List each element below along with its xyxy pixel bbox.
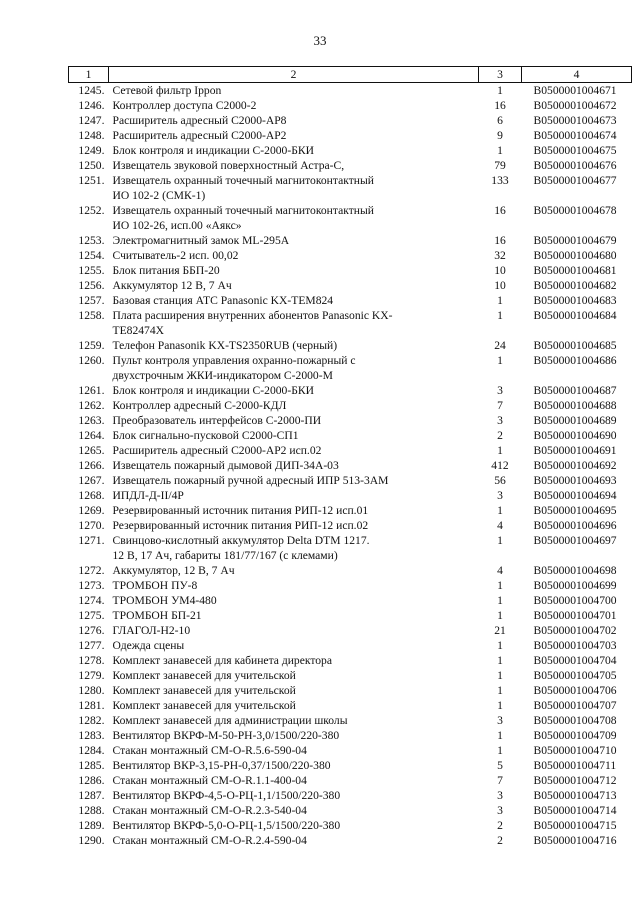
table-row — [69, 728, 632, 743]
inventory-code: В0500001004711 — [533, 759, 617, 772]
table-row — [69, 353, 632, 383]
item-quantity: 4 — [497, 519, 503, 532]
item-quantity: 7 — [497, 399, 503, 412]
item-name-line: Вентилятор ВКРФ-5,0-О-РЦ-1,5/1500/220-380 — [112, 819, 341, 832]
item-quantity: 1 — [497, 594, 503, 607]
table-row — [69, 413, 632, 428]
item-name-line: Комплект занавесей для администрации школы — [112, 714, 348, 727]
item-quantity: 1 — [497, 504, 503, 517]
inventory-code: В0500001004684 — [533, 309, 617, 322]
item-name-line: Стакан монтажный СМ-О-R.5.6-590-04 — [112, 744, 307, 757]
item-quantity: 1 — [497, 699, 503, 712]
item-quantity: 133 — [491, 174, 509, 187]
item-quantity: 1 — [497, 579, 503, 592]
item-name-line: Контроллер адресный С-2000-КДЛ — [112, 399, 287, 412]
inventory-code: В0500001004671 — [533, 84, 617, 97]
item-name-line: Блок питания ББП-20 — [112, 264, 220, 277]
table-row — [69, 98, 632, 113]
table-row — [69, 398, 632, 413]
table-row — [69, 503, 632, 518]
item-quantity: 3 — [497, 804, 503, 817]
row-number: 1274. — [78, 594, 105, 607]
item-name-line: Электромагнитный замок ML-295А — [112, 234, 290, 247]
item-name — [109, 608, 479, 623]
item-name — [109, 413, 479, 428]
inventory-code: В0500001004682 — [533, 279, 617, 292]
item-quantity: 3 — [497, 384, 503, 397]
item-name — [109, 623, 479, 638]
table-row — [69, 623, 632, 638]
column-header-inventory-code: 4 — [522, 67, 632, 83]
item-name-line: Преобразователь интерфейсов С-2000-ПИ — [112, 414, 322, 427]
item-quantity: 1 — [497, 354, 503, 367]
item-name-line: Извещатель пожарный дымовой ДИП-34А-03 — [112, 459, 339, 472]
item-name-line: Извещатель охранный точечный магнитоконтактный — [112, 174, 374, 187]
inventory-code: В0500001004701 — [533, 609, 617, 622]
item-name-line: TE82474X — [112, 324, 165, 337]
item-name — [109, 233, 479, 248]
item-name-line: Аккумулятор, 12 В, 7 Ач — [112, 564, 235, 577]
item-name-line: Пульт контроля управления охранно-пожарный с — [112, 354, 356, 367]
row-number: 1250. — [78, 159, 105, 172]
item-quantity: 79 — [494, 159, 506, 172]
item-name — [109, 173, 479, 203]
item-name-line: ТРОМБОН БП-21 — [112, 609, 202, 622]
item-name — [109, 803, 479, 818]
column-header-quantity: 3 — [479, 67, 522, 83]
item-name — [109, 638, 479, 653]
item-quantity: 1 — [497, 729, 503, 742]
item-name-line: Комплект занавесей для кабинета директора — [112, 654, 333, 667]
row-number: 1277. — [78, 639, 105, 652]
inventory-code: В0500001004692 — [533, 459, 617, 472]
table-row — [69, 743, 632, 758]
item-quantity: 32 — [494, 249, 506, 262]
item-name-line: ГЛАГОЛ-Н2-10 — [112, 624, 191, 637]
row-number: 1247. — [78, 114, 105, 127]
table-row — [69, 713, 632, 728]
item-name-line: Вентилятор ВКРФ-4,5-О-РЦ-1,1/1500/220-380 — [112, 789, 341, 802]
table-row — [69, 593, 632, 608]
table-row — [69, 113, 632, 128]
table-row — [69, 608, 632, 623]
inventory-code: В0500001004678 — [533, 204, 617, 217]
item-quantity: 24 — [494, 339, 506, 352]
item-name-line: Вентилятор ВКРФ-М-50-РН-3,0/1500/220-380 — [112, 729, 340, 742]
inventory-code: В0500001004703 — [533, 639, 617, 652]
row-number: 1246. — [78, 99, 105, 112]
row-number: 1289. — [78, 819, 105, 832]
row-number: 1245. — [78, 84, 105, 97]
item-name-line: Телефон Panasonik KX-TS2350RUB (черный) — [112, 339, 338, 352]
item-name — [109, 578, 479, 593]
table-row — [69, 203, 632, 233]
item-quantity: 16 — [494, 204, 506, 217]
item-quantity: 10 — [494, 279, 506, 292]
item-name — [109, 653, 479, 668]
page-number: 33 — [313, 33, 327, 48]
item-name — [109, 293, 479, 308]
item-name — [109, 128, 479, 143]
row-number: 1248. — [78, 129, 105, 142]
inventory-code: В0500001004673 — [533, 114, 617, 127]
row-number: 1282. — [78, 714, 105, 727]
column-header-number: 1 — [69, 67, 109, 83]
item-name — [109, 458, 479, 473]
inventory-code: В0500001004694 — [533, 489, 617, 502]
row-number: 1285. — [78, 759, 105, 772]
table-body — [69, 83, 632, 849]
inventory-code: В0500001004699 — [533, 579, 617, 592]
inventory-code: В0500001004709 — [533, 729, 617, 742]
item-name — [109, 698, 479, 713]
item-name-line: ТРОМБОН УМ4-480 — [112, 594, 217, 607]
row-number: 1278. — [78, 654, 105, 667]
item-name-line: Блок сигнально-пусковой С2000-СП1 — [112, 429, 299, 442]
table-row — [69, 458, 632, 473]
item-name — [109, 428, 479, 443]
item-quantity: 1 — [497, 609, 503, 622]
row-number: 1280. — [78, 684, 105, 697]
item-name — [109, 818, 479, 833]
item-quantity: 3 — [497, 489, 503, 502]
item-name-line: 12 В, 17 Ач, габариты 181/77/167 (с клемами) — [112, 549, 338, 562]
row-number: 1288. — [78, 804, 105, 817]
inventory-code: В0500001004712 — [533, 774, 617, 787]
item-name — [109, 788, 479, 803]
table-row — [69, 488, 632, 503]
inventory-code: В0500001004680 — [533, 249, 617, 262]
table-row — [69, 578, 632, 593]
item-name-line: Одежда сцены — [112, 639, 185, 652]
row-number: 1276. — [78, 624, 105, 637]
row-number: 1290. — [78, 834, 105, 847]
row-number: 1258. — [78, 309, 105, 322]
item-quantity: 1 — [497, 654, 503, 667]
inventory-code: В0500001004676 — [533, 159, 617, 172]
item-name-line: ТРОМБОН ПУ-8 — [112, 579, 198, 592]
inventory-code: В0500001004686 — [533, 354, 617, 367]
inventory-code: В0500001004693 — [533, 474, 617, 487]
item-quantity: 2 — [497, 819, 503, 832]
item-name — [109, 113, 479, 128]
table-row — [69, 788, 632, 803]
item-name-line: Стакан монтажный СМ-О-R.2.3-540-04 — [112, 804, 307, 817]
inventory-code: В0500001004681 — [533, 264, 617, 277]
inventory-code: В0500001004697 — [533, 534, 617, 547]
row-number: 1270. — [78, 519, 105, 532]
item-name — [109, 758, 479, 773]
row-number: 1268. — [78, 489, 105, 502]
item-name — [109, 308, 479, 338]
item-name-line: Стакан монтажный СМ-О-R.1.1-400-04 — [112, 774, 307, 787]
table-row — [69, 83, 632, 99]
inventory-code: В0500001004688 — [533, 399, 617, 412]
item-quantity: 3 — [497, 414, 503, 427]
item-quantity: 6 — [497, 114, 503, 127]
item-name — [109, 143, 479, 158]
item-name — [109, 98, 479, 113]
inventory-code: В0500001004674 — [533, 129, 617, 142]
item-name-line: Считыватель-2 исп. 00,02 — [112, 249, 239, 262]
row-number: 1262. — [78, 399, 105, 412]
item-name-line: Комплект занавесей для учительской — [112, 669, 296, 682]
row-number: 1260. — [78, 354, 105, 367]
item-name — [109, 83, 479, 99]
item-name-line: Блок контроля и индикации С-2000-БКИ — [112, 144, 314, 157]
row-number: 1252. — [78, 204, 105, 217]
table-row — [69, 818, 632, 833]
item-quantity: 16 — [494, 99, 506, 112]
item-quantity: 7 — [497, 774, 503, 787]
item-name-line: ИО 102-2 (СМК-1) — [112, 189, 206, 202]
item-quantity: 1 — [497, 309, 503, 322]
item-name — [109, 248, 479, 263]
item-name-line: Свинцово-кислотный аккумулятор Delta DTM 1217. — [112, 534, 370, 547]
item-name-line: Стакан монтажный СМ-О-R.2.4-590-04 — [112, 834, 307, 847]
item-name — [109, 383, 479, 398]
item-name-line: Расширитель адресный С2000-АР2 — [112, 129, 287, 142]
item-name-line: Расширитель адресный С2000-АР8 — [112, 114, 287, 127]
row-number: 1264. — [78, 429, 105, 442]
item-name — [109, 158, 479, 173]
item-name-line: Вентилятор ВКР-3,15-РН-0,37/1500/220-380 — [112, 759, 331, 772]
row-number: 1273. — [78, 579, 105, 592]
inventory-code: В0500001004683 — [533, 294, 617, 307]
item-name-line: Резервированный источник питания РИП-12 исп.02 — [112, 519, 369, 532]
item-name-line: Сетевой фильтр Ippon — [112, 84, 222, 97]
table-row — [69, 638, 632, 653]
row-number: 1251. — [78, 174, 105, 187]
table-row — [69, 773, 632, 788]
item-name-line: Контроллер доступа С2000-2 — [112, 99, 257, 112]
table-row — [69, 668, 632, 683]
item-name-line: Комплект занавесей для учительской — [112, 699, 296, 712]
table-row — [69, 278, 632, 293]
inventory-code: В0500001004698 — [533, 564, 617, 577]
item-quantity: 21 — [494, 624, 506, 637]
item-name — [109, 398, 479, 413]
inventory-code: В0500001004691 — [533, 444, 617, 457]
item-quantity: 2 — [497, 429, 503, 442]
column-header-name: 2 — [109, 67, 479, 83]
inventory-code: В0500001004689 — [533, 414, 617, 427]
item-quantity: 3 — [497, 789, 503, 802]
row-number: 1275. — [78, 609, 105, 622]
inventory-code: В0500001004690 — [533, 429, 617, 442]
inventory-code: В0500001004715 — [533, 819, 617, 832]
table-row — [69, 833, 632, 848]
item-name — [109, 728, 479, 743]
item-quantity: 5 — [497, 759, 503, 772]
row-number: 1265. — [78, 444, 105, 457]
item-name-line: ИО 102-26, исп.00 «Аякс» — [112, 219, 242, 232]
row-number: 1271. — [78, 534, 105, 547]
item-quantity: 10 — [494, 264, 506, 277]
item-quantity: 1 — [497, 534, 503, 547]
item-name — [109, 263, 479, 278]
item-name — [109, 668, 479, 683]
item-name — [109, 713, 479, 728]
item-name-line: двухстрочным ЖКИ-индикатором С-2000-М — [112, 369, 333, 382]
table-row — [69, 128, 632, 143]
item-quantity: 56 — [494, 474, 506, 487]
item-quantity: 1 — [497, 684, 503, 697]
item-name-line: Блок контроля и индикации С-2000-БКИ — [112, 384, 314, 397]
item-name-line: Извещатель звуковой поверхностный Астра-С, — [112, 159, 345, 172]
inventory-code: В0500001004685 — [533, 339, 617, 352]
item-quantity: 1 — [497, 744, 503, 757]
row-number: 1255. — [78, 264, 105, 277]
item-name — [109, 743, 479, 758]
item-name — [109, 533, 479, 563]
table-row — [69, 248, 632, 263]
row-number: 1259. — [78, 339, 105, 352]
table-row — [69, 383, 632, 398]
item-name — [109, 338, 479, 353]
table-row — [69, 173, 632, 203]
inventory-code: В0500001004695 — [533, 504, 617, 517]
row-number: 1249. — [78, 144, 105, 157]
row-number: 1256. — [78, 279, 105, 292]
row-number: 1272. — [78, 564, 105, 577]
inventory-code: В0500001004677 — [533, 174, 617, 187]
item-quantity: 412 — [491, 459, 509, 472]
row-number: 1269. — [78, 504, 105, 517]
table-row — [69, 653, 632, 668]
table-row — [69, 443, 632, 458]
item-name-line: Комплект занавесей для учительской — [112, 684, 296, 697]
item-name — [109, 503, 479, 518]
item-name-line: Аккумулятор 12 В, 7 Ач — [112, 279, 232, 292]
item-name-line: ИПДЛ-Д-II/4Р — [112, 489, 184, 502]
item-name-line: Расширитель адресный С2000-АР2 исп.02 — [112, 444, 322, 457]
table-row — [69, 158, 632, 173]
table-row — [69, 683, 632, 698]
row-number: 1279. — [78, 669, 105, 682]
item-name — [109, 833, 479, 848]
item-name-line: Резервированный источник питания РИП-12 исп.01 — [112, 504, 369, 517]
table-row — [69, 758, 632, 773]
inventory-code: В0500001004702 — [533, 624, 617, 637]
item-quantity: 9 — [497, 129, 503, 142]
item-quantity: 2 — [497, 834, 503, 847]
item-quantity: 3 — [497, 714, 503, 727]
item-quantity: 1 — [497, 144, 503, 157]
item-quantity: 1 — [497, 444, 503, 457]
row-number: 1283. — [78, 729, 105, 742]
item-name — [109, 563, 479, 578]
row-number: 1261. — [78, 384, 105, 397]
table-row — [69, 563, 632, 578]
inventory-code: В0500001004707 — [533, 699, 617, 712]
item-name — [109, 473, 479, 488]
item-name — [109, 488, 479, 503]
inventory-code: В0500001004675 — [533, 144, 617, 157]
table-row — [69, 533, 632, 563]
item-name — [109, 278, 479, 293]
table-header — [69, 67, 632, 83]
table-row — [69, 143, 632, 158]
inventory-code: В0500001004704 — [533, 654, 617, 667]
item-quantity: 1 — [497, 84, 503, 97]
item-name-line: Плата расширения внутренних абонентов Panasonic KX- — [112, 309, 393, 322]
item-quantity: 1 — [497, 294, 503, 307]
equipment-table — [68, 66, 632, 848]
item-quantity: 1 — [497, 669, 503, 682]
item-name-line: Извещатель пожарный ручной адресный ИПР 513-3АМ — [112, 474, 389, 487]
table-row — [69, 263, 632, 278]
table-row — [69, 473, 632, 488]
item-name — [109, 353, 479, 383]
item-name — [109, 773, 479, 788]
row-number: 1254. — [78, 249, 105, 262]
row-number: 1266. — [78, 459, 105, 472]
table-row — [69, 308, 632, 338]
table-row — [69, 698, 632, 713]
table-row — [69, 338, 632, 353]
item-quantity: 4 — [497, 564, 503, 577]
inventory-code: В0500001004708 — [533, 714, 617, 727]
item-name-line: Извещатель охранный точечный магнитоконтактный — [112, 204, 374, 217]
table-row — [69, 803, 632, 818]
table-row — [69, 293, 632, 308]
item-name-line: Базовая станция АТС Panasonic KX-TEM824 — [112, 294, 334, 307]
inventory-code: В0500001004705 — [533, 669, 617, 682]
item-name — [109, 443, 479, 458]
item-quantity: 1 — [497, 639, 503, 652]
row-number: 1253. — [78, 234, 105, 247]
item-name — [109, 518, 479, 533]
inventory-code: В0500001004716 — [533, 834, 617, 847]
item-quantity: 16 — [494, 234, 506, 247]
row-number: 1257. — [78, 294, 105, 307]
item-name — [109, 683, 479, 698]
row-number: 1287. — [78, 789, 105, 802]
row-number: 1263. — [78, 414, 105, 427]
inventory-code: В0500001004710 — [533, 744, 617, 757]
row-number: 1281. — [78, 699, 105, 712]
inventory-code: В0500001004700 — [533, 594, 617, 607]
inventory-code: В0500001004706 — [533, 684, 617, 697]
row-number: 1286. — [78, 774, 105, 787]
inventory-code: В0500001004679 — [533, 234, 617, 247]
item-name — [109, 203, 479, 233]
inventory-code: В0500001004696 — [533, 519, 617, 532]
inventory-code: В0500001004713 — [533, 789, 617, 802]
inventory-code: В0500001004714 — [533, 804, 617, 817]
inventory-code: В0500001004687 — [533, 384, 617, 397]
table-row — [69, 428, 632, 443]
inventory-code: В0500001004672 — [533, 99, 617, 112]
item-name — [109, 593, 479, 608]
table-row — [69, 233, 632, 248]
row-number: 1267. — [78, 474, 105, 487]
table-row — [69, 518, 632, 533]
row-number: 1284. — [78, 744, 105, 757]
